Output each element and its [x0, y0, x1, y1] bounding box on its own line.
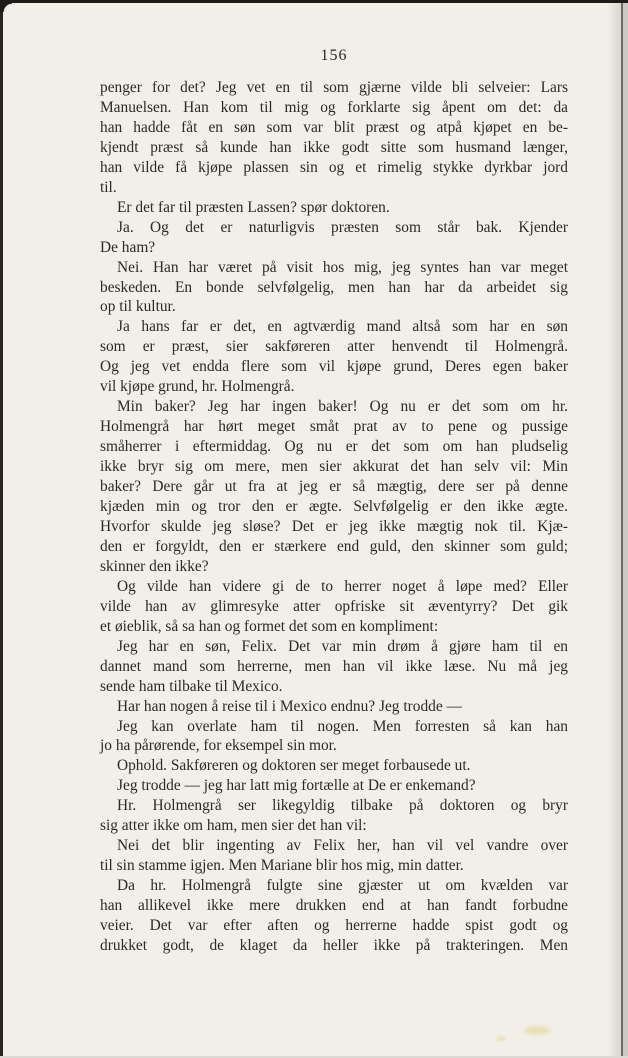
text-line: Manuelsen. Han kom til mig og forklarte sig åpent om det: da: [100, 98, 568, 116]
text-line: et øieblik, så sa han og formet det som en kompliment:: [100, 617, 439, 635]
text-line: Hvorfor skulde jeg sløse? Det er jeg ikke mægtig nok til. Kjæ-: [100, 517, 568, 535]
text-block: [100, 78, 568, 956]
text-line: Jeg trodde — jeg har latt mig fortælle at De er enkemand?: [117, 777, 476, 795]
text-line: Ophold. Sakføreren og doktoren ser meget forbausede ut.: [117, 757, 471, 775]
text-line: småherrer i eftermiddag. Og nu er det som om han pludselig: [100, 438, 568, 456]
text-line: Hr. Holmengrå ser likegyldig tilbake på doktoren og bryr: [117, 797, 568, 815]
text-line: han hadde fåt en søn som var blit præst og atpå kjøpet en be-: [100, 118, 568, 136]
text-line: Og vilde han videre gi de to herrer noget å løpe med? Eller: [117, 577, 568, 595]
text-line: jo ha pårørende, for eksempel sin mor.: [100, 737, 337, 755]
text-line: sende ham tilbake til Mexico.: [100, 677, 283, 695]
text-line: op til kultur.: [100, 298, 176, 316]
text-line: Er det far til præsten Lassen? spør doktoren.: [117, 198, 390, 216]
text-line: Ja. Og det er naturligvis præsten som står bak. Kjender: [117, 218, 568, 236]
text-line: Ja hans far er det, en agtværdig mand altså som har en søn: [117, 318, 568, 336]
page-edge-outer: [623, 0, 628, 1058]
text-line: Min baker? Jeg har ingen baker! Og nu er det som om hr.: [117, 398, 568, 416]
text-line: kjendt præst så kunde han ikke godt sitte som husmand længer,: [100, 138, 568, 156]
text-line: til.: [100, 178, 117, 196]
page-number: 156: [320, 47, 348, 64]
scan-border-top: [0, 0, 628, 3]
text-line: veier. Det var efter aften og herrerne hadde spist godt og: [100, 917, 568, 935]
text-line: baker? Dere går ut fra at jeg er så mægtig, dere ser på denne: [100, 478, 568, 496]
text-line: som er præst, sier sakføreren atter henvendt til Holmengrå.: [100, 338, 568, 356]
text-line: skinner den ikke?: [100, 557, 209, 575]
scan-corner: [0, 0, 12, 12]
text-line: han allikevel ikke mere drukken end at han fandt forbudne: [100, 897, 568, 915]
text-line: De ham?: [100, 238, 156, 256]
text-line: Jeg har en søn, Felix. Det var min drøm å gjøre ham til en: [117, 637, 568, 655]
text-line: Nei. Han har været på visit hos mig, jeg syntes han var meget: [117, 258, 568, 276]
text-line: Da hr. Holmengrå fulgte sine gjæster ut om kvælden var: [117, 877, 568, 895]
text-line: dannet mand som herrerne, men han vil ikke læse. Nu må jeg: [100, 657, 568, 675]
scan-border-left: [0, 0, 3, 1058]
text-line: vil kjøpe grund, hr. Holmengrå.: [100, 378, 295, 396]
text-line: Og jeg vet endda flere som vil kjøpe grund, Deres egen baker: [100, 358, 568, 376]
text-line: ikke bryr sig om mere, men sier akkurat det han selv vil: Min: [100, 458, 568, 476]
text-line: han vilde få kjøpe plassen sin og et rimelig stykke dyrkbar jord: [100, 158, 568, 176]
paper-stain: [496, 1036, 506, 1042]
page-edge-shadow: [607, 0, 621, 1058]
text-line: Jeg kan overlate ham til nogen. Men forresten så kan han: [117, 717, 568, 735]
text-line: kjæden min og tror den er ægte. Selvfølgelig er den ikke ægte.: [100, 498, 568, 516]
text-line: beskeden. En bonde selvfølgelig, men han har da arbeidet sig: [100, 278, 568, 296]
text-line: drukket godt, de klaget da heller ikke på trakteringen. Men: [100, 936, 568, 954]
text-line: Har han nogen å reise til i Mexico endnu? Jeg trodde —: [117, 697, 462, 715]
text-line: sig atter ikke om ham, men sier det han vil:: [100, 817, 367, 835]
text-line: Holmengrå har hørt meget småt prat av to pene og pussige: [100, 418, 568, 436]
text-line: den er forgyldt, den er stærkere end guld, den skinner som guld;: [100, 537, 568, 555]
text-line: vilde han av glimresyke atter opfriske sit æventyrry? Det gik: [100, 597, 568, 615]
text-line: Nei det blir ingenting av Felix her, han vil vel vandre over: [117, 837, 568, 855]
text-line: penger for det? Jeg vet en til som gjærne vilde bli selveier: Lars: [100, 79, 568, 96]
text-line: til sin stamme igjen. Men Mariane blir hos mig, min datter.: [100, 857, 464, 875]
paper-stain: [524, 1026, 550, 1035]
